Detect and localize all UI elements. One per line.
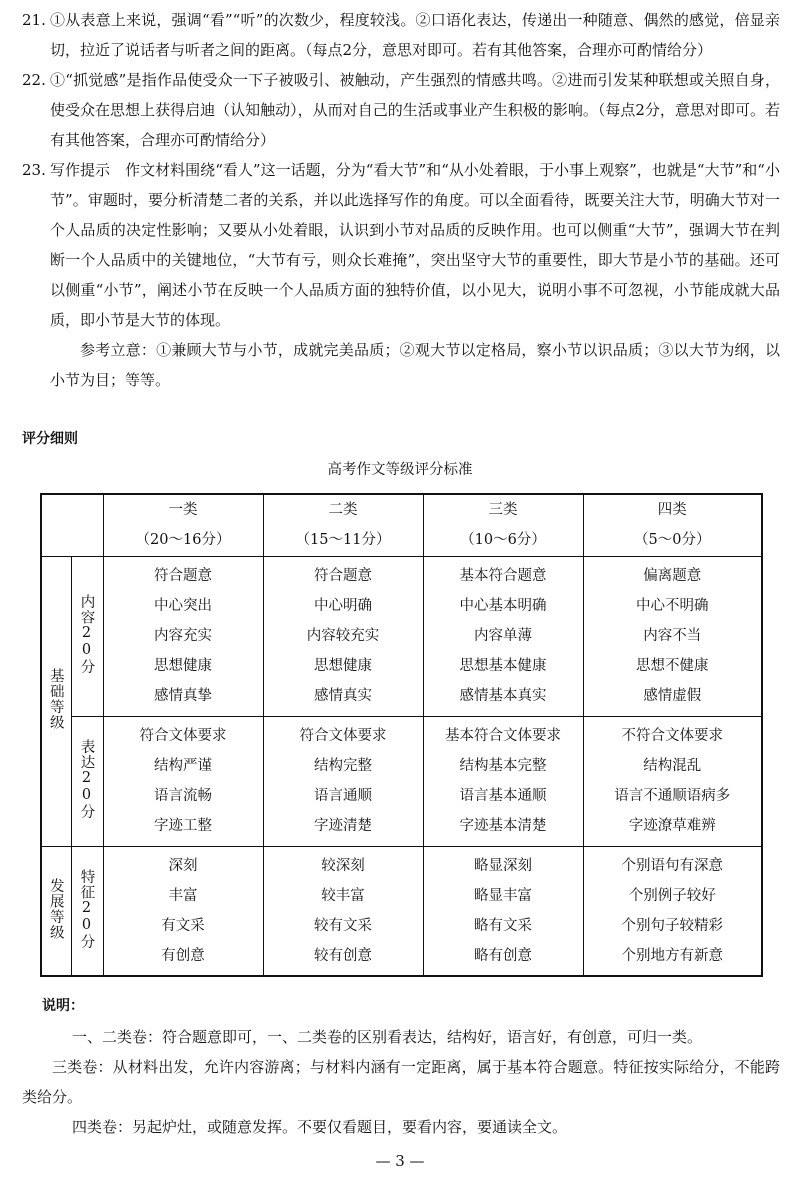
grade-name: 三类 bbox=[488, 502, 518, 519]
criterion-item: 符合题意 bbox=[314, 568, 372, 584]
criterion-item: 内容较充实 bbox=[306, 628, 380, 644]
criterion-item: 个别语句有深意 bbox=[621, 857, 723, 874]
rubric-table bbox=[40, 493, 763, 977]
criteria-cell bbox=[263, 716, 423, 846]
criterion-item: 略显丰富 bbox=[474, 887, 532, 904]
criterion-item: 字迹潦草难辨 bbox=[628, 818, 716, 834]
criterion-item: 较有创意 bbox=[314, 947, 372, 964]
grade-name: 一类 bbox=[168, 502, 198, 519]
answer-text: 写作提示 作文材料围绕“看人”这一话题，分为“看大节”和“从小处着眼，于小事上观察”，也就是“大节”和“小节”。审题时，要分析清楚二者的关系，并以此选择写作的角度。可以全面看待，既要关注大节，明确大节对一个人品质的决定性影响；又要从小处着眼，认识到小节对品质的反映作用。也可以侧重“大节”，强调大节在判断一个人品质中的关键地位，“大节有亏，则众长难掩”，突出坚守大节的重要性，即大节是小节的基础。还可以侧重“小节”，阐述小节在反映一个人品质方面的独特价值，以小见大，说明小事不可忽视，小节能成就大品质，即小节是大节的体现。 bbox=[50, 161, 780, 329]
criterion-item: 基本符合题意 bbox=[459, 568, 547, 584]
note-item: 三类卷：从材料出发，允许内容游离；与材料内涵有一定距离，属于基本符合题意。特征按实际给分，不能跨类给分。 bbox=[22, 1058, 780, 1106]
criteria-cell bbox=[423, 556, 583, 716]
criteria-cell bbox=[423, 846, 583, 976]
criterion-item: 语言通顺 bbox=[314, 788, 372, 804]
criterion-label-text: 表达20分 bbox=[78, 738, 95, 820]
criterion-item: 较丰富 bbox=[321, 887, 365, 904]
grade-range: （5～0分） bbox=[634, 532, 711, 549]
criteria-cell bbox=[103, 556, 263, 716]
criterion-item: 个别例子较好 bbox=[628, 887, 716, 904]
criteria-cell bbox=[583, 556, 762, 716]
criteria-cell bbox=[583, 846, 762, 976]
criterion-item: 内容充实 bbox=[154, 628, 212, 644]
criterion-item: 略显深刻 bbox=[474, 857, 532, 874]
note-item: 四类卷：另起炉灶，或随意发挥。不要仅看题目，要看内容，要通读全文。 bbox=[72, 1118, 568, 1136]
question-number: 21. bbox=[22, 11, 46, 29]
criterion-item: 个别地方有新意 bbox=[621, 947, 723, 964]
question-number: 23. bbox=[22, 161, 46, 179]
criterion-item: 字迹清楚 bbox=[314, 818, 372, 834]
criterion-item: 中心突出 bbox=[154, 598, 212, 614]
notes-heading: 说明： bbox=[42, 998, 84, 1014]
criterion-item: 中心明确 bbox=[314, 598, 372, 614]
grade-header bbox=[423, 494, 583, 556]
corner-cell bbox=[41, 494, 103, 556]
criterion-label-text: 特征20分 bbox=[78, 868, 95, 949]
note-item: 一、二类卷：符合题意即可，一、二类卷的区别看表达，结构好，语言好，有创意，可归一类。 bbox=[72, 1028, 703, 1046]
criterion-item: 感情真实 bbox=[314, 688, 372, 704]
criterion-item: 略有创意 bbox=[474, 947, 532, 964]
criterion-item: 语言基本通顺 bbox=[459, 788, 547, 804]
criterion-item: 略有文采 bbox=[474, 917, 532, 934]
criterion-item: 感情虚假 bbox=[643, 688, 702, 704]
criterion-item: 思想基本健康 bbox=[459, 658, 547, 674]
section-label-text: 基础等级 bbox=[47, 668, 64, 730]
grade-range: （10～6分） bbox=[460, 532, 546, 549]
answer-22 bbox=[22, 65, 780, 155]
grade-name: 四类 bbox=[657, 502, 687, 519]
criterion-label bbox=[71, 846, 103, 976]
grade-header bbox=[583, 494, 762, 556]
criterion-item: 感情真挚 bbox=[154, 688, 212, 704]
criterion-item: 语言流畅 bbox=[154, 788, 212, 804]
grade-range: （20～16分） bbox=[135, 532, 231, 549]
criterion-item: 深刻 bbox=[168, 857, 198, 874]
reference-ideas: 参考立意：①兼顾大节与小节，成就完美品质；②观大节以定格局，察小节以识品质；③以大节为纲，以小节为目；等等。 bbox=[50, 341, 780, 389]
page-number: — 3 — bbox=[375, 1152, 425, 1170]
notes bbox=[22, 1022, 780, 1142]
criterion-item: 思想健康 bbox=[154, 658, 212, 674]
criterion-item: 思想健康 bbox=[314, 658, 372, 674]
criterion-item: 不符合文体要求 bbox=[621, 728, 723, 744]
criterion-item: 字迹基本清楚 bbox=[459, 818, 547, 834]
criterion-item: 有文采 bbox=[161, 917, 205, 934]
criterion-item: 结构基本完整 bbox=[459, 758, 547, 774]
section-label-text: 发展等级 bbox=[47, 877, 64, 940]
grade-header bbox=[263, 494, 423, 556]
rubric-heading: 评分细则 bbox=[22, 431, 78, 447]
criteria-cell bbox=[103, 846, 263, 976]
answer-21 bbox=[22, 5, 780, 65]
criterion-item: 较深刻 bbox=[321, 857, 365, 874]
criterion-item: 中心基本明确 bbox=[459, 598, 547, 614]
table-title: 高考作文等级评分标准 bbox=[327, 462, 473, 478]
criterion-item: 丰富 bbox=[168, 887, 198, 904]
criterion-item: 中心不明确 bbox=[636, 598, 709, 614]
answer-text: ①从表意上来说，强调“看”“听”的次数少，程度较浅。②口语化表达，传递出一种随意、偶然的感觉，倍显亲切，拉近了说话者与听者之间的距离。（每点2分，意思对即可。若有其他答案，合理亦可酌情给分） bbox=[50, 11, 780, 59]
criterion-item: 偏离题意 bbox=[643, 568, 702, 584]
criterion-item: 内容单薄 bbox=[474, 628, 532, 644]
grade-header bbox=[103, 494, 263, 556]
criteria-cell bbox=[263, 556, 423, 716]
criteria-cell bbox=[103, 716, 263, 846]
criteria-cell bbox=[423, 716, 583, 846]
criterion-item: 符合文体要求 bbox=[139, 728, 227, 744]
criterion-item: 符合题意 bbox=[154, 568, 212, 584]
criterion-item: 结构完整 bbox=[314, 758, 372, 774]
criterion-item: 基本符合文体要求 bbox=[445, 728, 561, 744]
answer-23 bbox=[22, 155, 780, 395]
criterion-label bbox=[71, 716, 103, 846]
criterion-item: 结构混乱 bbox=[643, 758, 702, 774]
criterion-item: 有创意 bbox=[161, 947, 205, 964]
criterion-item: 较有文采 bbox=[314, 917, 372, 934]
question-number: 22. bbox=[22, 71, 46, 89]
criterion-label-text: 内容20分 bbox=[78, 593, 95, 675]
criterion-item: 思想不健康 bbox=[636, 658, 709, 674]
criteria-cell bbox=[263, 846, 423, 976]
section-label bbox=[41, 556, 71, 846]
section-label bbox=[41, 846, 71, 976]
criterion-item: 符合文体要求 bbox=[299, 728, 387, 744]
criterion-label bbox=[71, 556, 103, 716]
criterion-item: 内容不当 bbox=[643, 628, 702, 644]
grade-range: （15～11分） bbox=[295, 532, 391, 549]
criterion-item: 字迹工整 bbox=[154, 818, 212, 834]
criterion-item: 个别句子较精彩 bbox=[621, 917, 723, 934]
criterion-item: 结构严谨 bbox=[154, 758, 212, 774]
criteria-cell bbox=[583, 716, 762, 846]
grade-name: 二类 bbox=[328, 502, 358, 519]
criterion-item: 感情基本真实 bbox=[459, 688, 547, 704]
answer-text: ①“抓觉感”是指作品使受众一下子被吸引、被触动，产生强烈的情感共鸣。②进而引发某种联想或关照自身，使受众在思想上获得启迪（认知触动），从而对自己的生活或事业产生积极的影响。（每点2分，意思对即可。若有其他答案，合理亦可酌情给分） bbox=[50, 71, 780, 149]
criterion-item: 语言不通顺语病多 bbox=[614, 788, 731, 804]
